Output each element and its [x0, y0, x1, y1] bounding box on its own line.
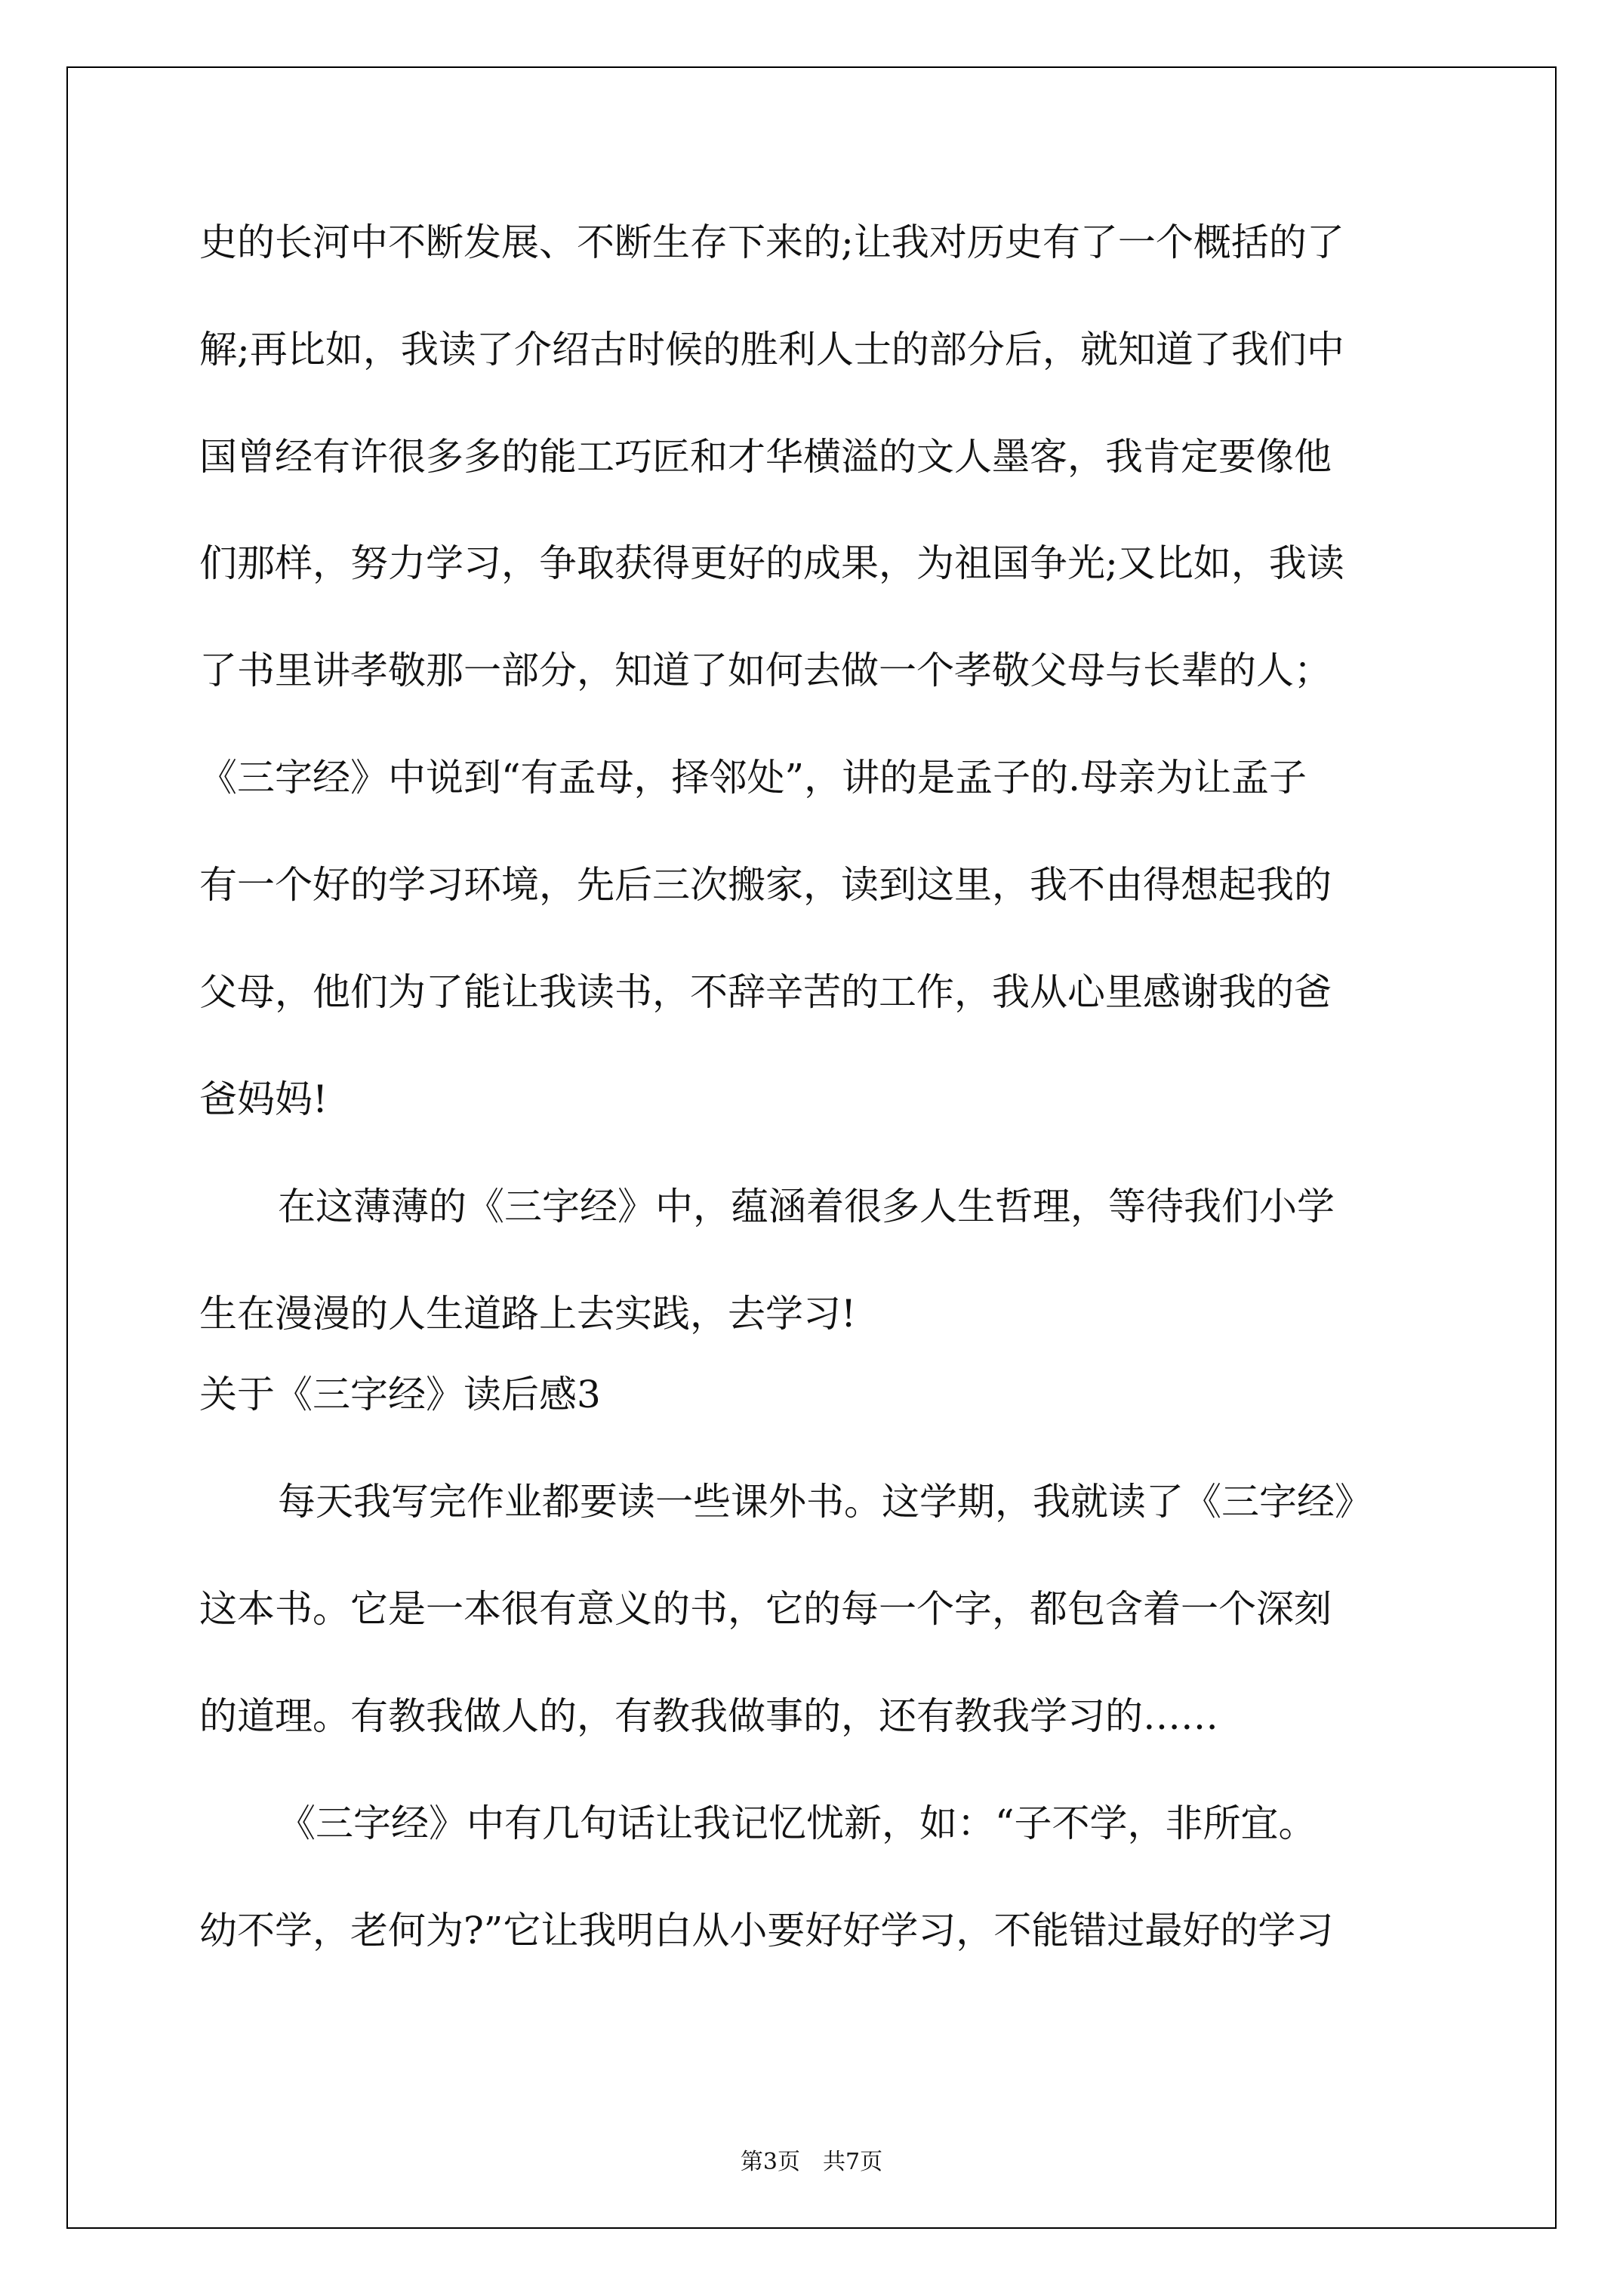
text-line: 每天我写完作业都要读一些课外书。这学期，我就读了《三字经》: [278, 1480, 1372, 1524]
text-line: 爸妈妈!: [199, 1077, 328, 1121]
text-line: 国曾经有许很多多的能工巧匠和才华横溢的文人墨客，我肯定要像他: [199, 435, 1332, 479]
text-line: 幼不学，老何为?”它让我明白从小要好好学习，不能错过最好的学习: [199, 1909, 1334, 1952]
text-line: 的道理。有教我做人的，有教我做事的，还有教我学习的……: [199, 1694, 1218, 1738]
page-border: [66, 66, 1557, 2229]
text-line: 在这薄薄的《三字经》中，蕴涵着很多人生哲理，等待我们小学: [278, 1185, 1335, 1228]
text-line: 有一个好的学习环境，先后三次搬家，读到这里，我不由得想起我的: [199, 863, 1332, 907]
text-line: 《三字经》中说到“有孟母，择邻处”，讲的是孟子的.母亲为让孟子: [199, 756, 1307, 800]
text-line: 史的长河中不断发展、不断生存下来的;让我对历史有了一个概括的了: [199, 220, 1344, 264]
text-line: 解;再比如，我读了介绍古时候的胜利人士的部分后，就知道了我们中: [199, 328, 1344, 371]
text-line: 《三字经》中有几句话让我记忆忧新，如：“子不学，非所宜。: [278, 1801, 1317, 1845]
page-number: 第3页 共7页: [740, 2149, 883, 2175]
text-line: 们那样，努力学习，争取获得更好的成果，为祖国争光;又比如，我读: [199, 541, 1344, 585]
text-line: 了书里讲孝敬那一部分，知道了如何去做一个孝敬父母与长辈的人；: [199, 649, 1332, 692]
section-heading: 关于《三字经》读后感3: [199, 1373, 601, 1416]
text-line: 父母，他们为了能让我读书，不辞辛苦的工作，我从心里感谢我的爸: [199, 970, 1332, 1014]
text-line: 生在漫漫的人生道路上去实践，去学习!: [199, 1292, 857, 1336]
text-line: 这本书。它是一本很有意义的书，它的每一个字，都包含着一个深刻: [199, 1587, 1332, 1631]
